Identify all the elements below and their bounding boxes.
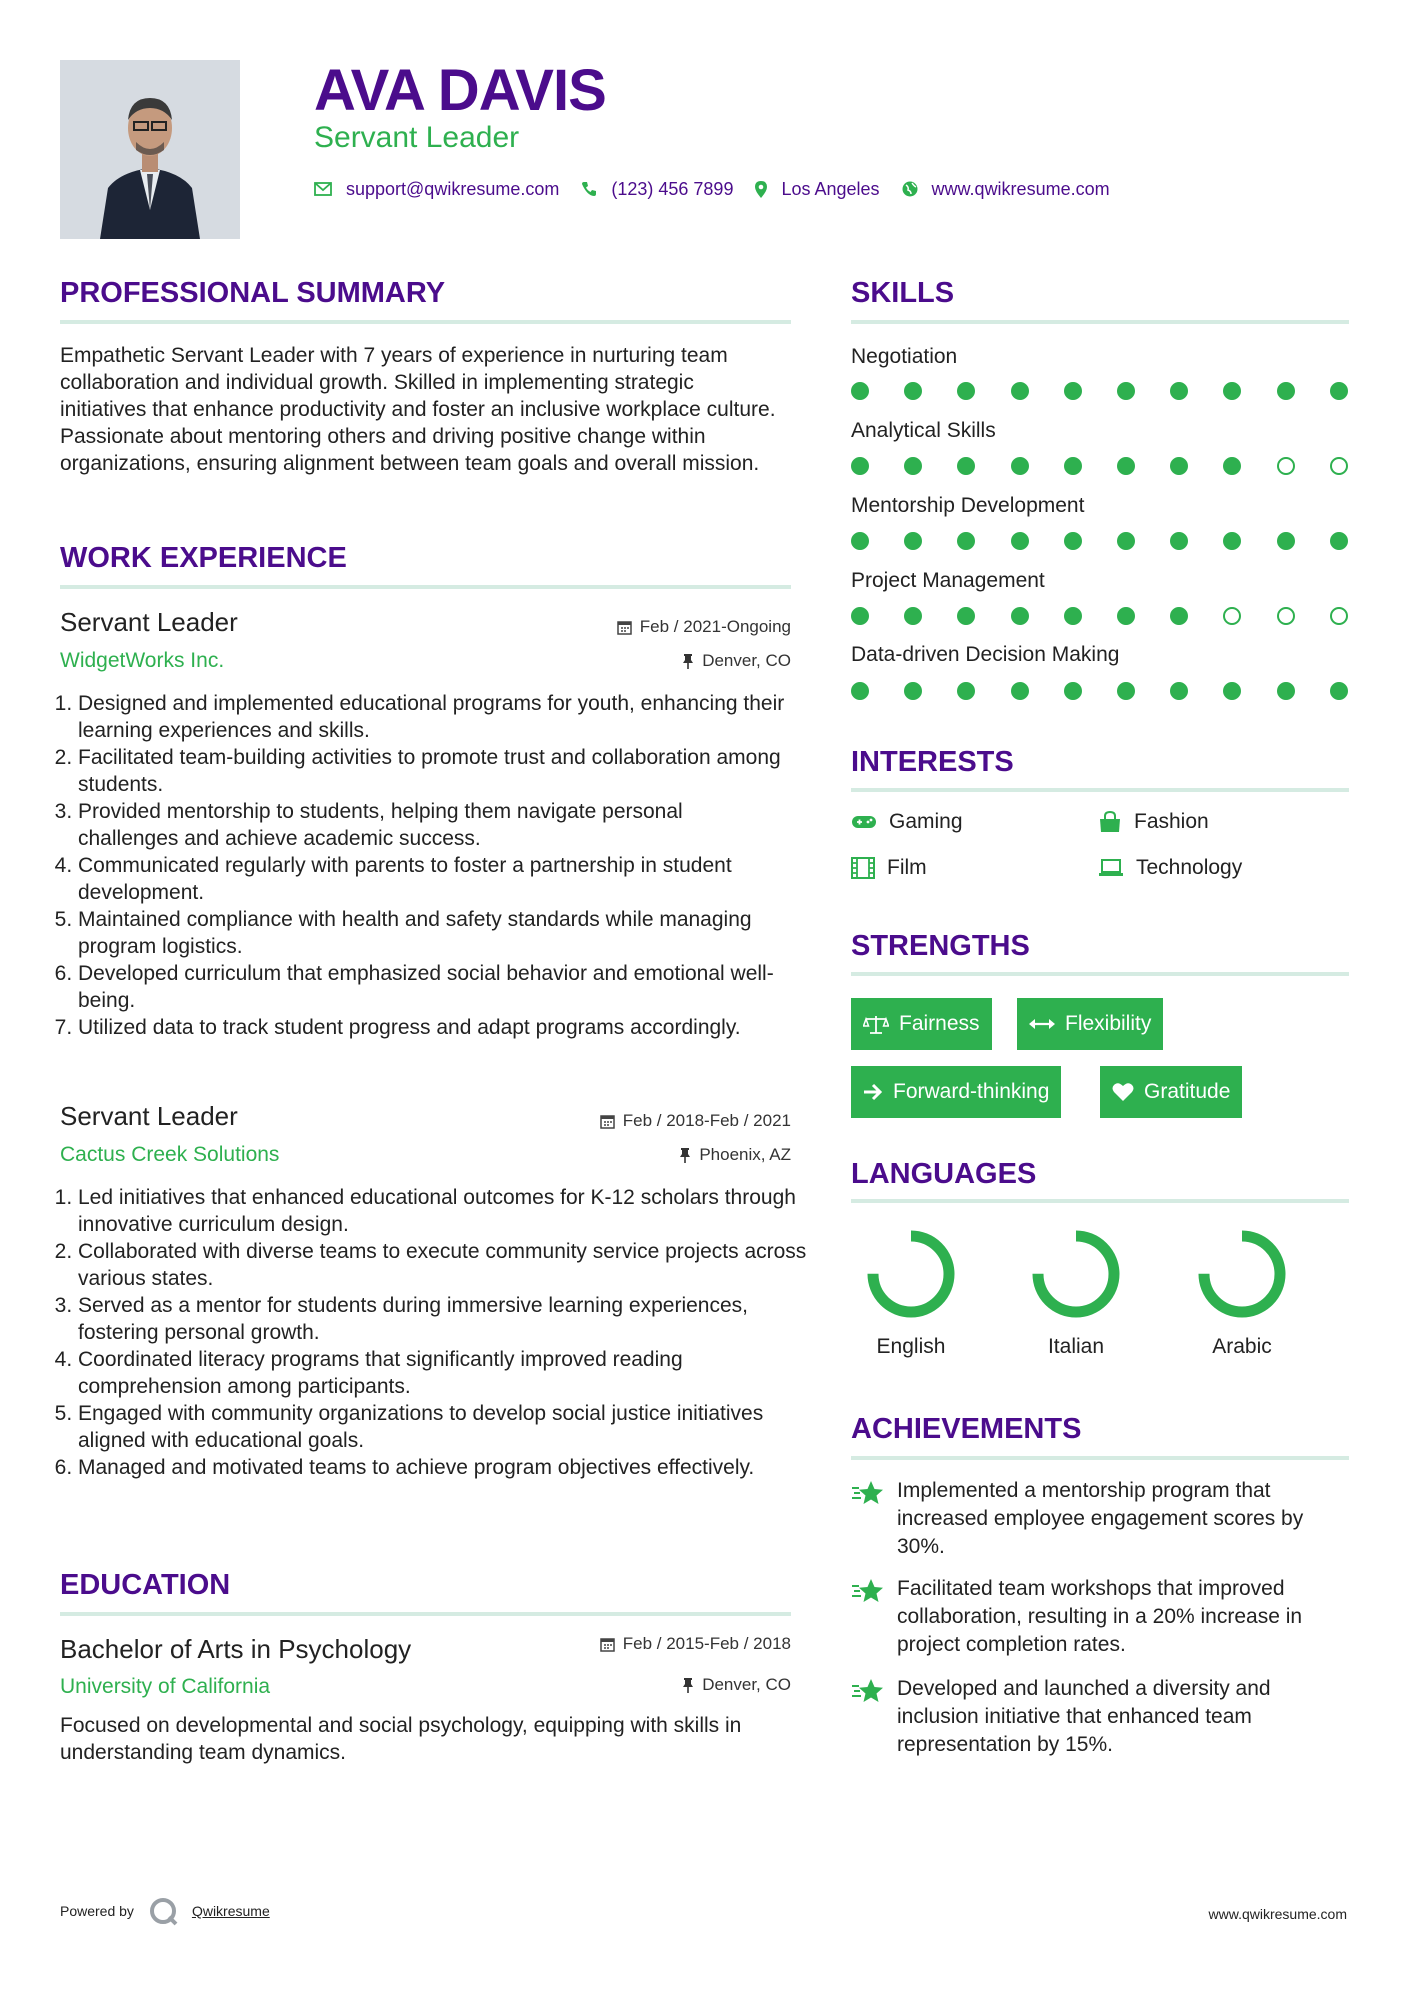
skill-dot (1170, 382, 1188, 400)
map-pin-icon (755, 181, 767, 198)
star-achievement-icon (851, 1479, 885, 1507)
job-2-title: Servant Leader (60, 1101, 238, 1131)
skill-dot (1223, 382, 1241, 400)
list-item: 7. Utilized data to track student progress and adapt programs accordingly. (78, 1014, 788, 1041)
language-item (1177, 1226, 1307, 1360)
skill-dot (1064, 532, 1082, 550)
contact-location (755, 176, 879, 202)
skill-dot (904, 457, 922, 475)
list-item: 2. Collaborated with diverse teams to execute community service projects across various states. (78, 1238, 808, 1292)
job-1-location (682, 650, 791, 672)
thumbtack-icon (682, 654, 694, 669)
achievement-text: Facilitated team workshops that improved collaboration, resulting in a 20% increase in project completion rates. (897, 1577, 1303, 1656)
skill-dot (1277, 382, 1295, 400)
list-item: 4. Communicated regularly with parents to foster a partnership in student development. (78, 852, 788, 906)
language-progress-arc (1038, 1236, 1114, 1312)
candidate-role: Servant Leader (314, 121, 520, 154)
languages-divider (851, 1199, 1349, 1203)
contact-website[interactable] (902, 176, 1110, 202)
interest-label: Technology (1136, 856, 1243, 879)
language-item (846, 1226, 976, 1360)
job-2-dates-text: Feb / 2018-Feb / 2021 (622, 1111, 791, 1130)
skill-dot (1011, 382, 1029, 400)
skill-dot (904, 607, 922, 625)
job-2-location (679, 1144, 791, 1166)
skill-dot (851, 382, 869, 400)
skill-dot (851, 682, 869, 700)
education-dates (600, 1633, 791, 1655)
languages-heading: LANGUAGES (851, 1158, 1037, 1190)
skill-dot (1330, 682, 1348, 700)
thumbtack-icon (682, 1678, 694, 1693)
skill-dot (1277, 682, 1295, 700)
job-1-company: WidgetWorks Inc. (60, 649, 225, 672)
interests-divider (851, 788, 1349, 792)
person-avatar-icon (60, 60, 240, 239)
skill-dot (904, 682, 922, 700)
footer-site[interactable]: www.qwikresume.com (1208, 1906, 1347, 1922)
skill-dot (1064, 382, 1082, 400)
skill-dot (1277, 457, 1295, 475)
education-text: Focused on developmental and social psychology, equipping with skills in understanding team dynamics. (60, 1714, 742, 1764)
heart-icon (1112, 1082, 1134, 1102)
job-2-location-text: Phoenix, AZ (699, 1145, 791, 1164)
skill-rating (851, 681, 1350, 701)
powered-by-text: Powered by (60, 1903, 134, 1919)
skill-dot (1117, 382, 1135, 400)
skill-dot (1011, 682, 1029, 700)
skill-dot (1064, 682, 1082, 700)
skill-dot (1330, 457, 1348, 475)
achievement-item (851, 1575, 1351, 1659)
summary-text: Empathetic Servant Leader with 7 years of experience in nurturing team collaboration and individual growth. Skilled in implementing strategic initiatives that enhance productivity and foster an inclusive workplace culture. Passionate about mentoring others and driving positive change within organizations, ensuring alignment between team goals and overall mission. (60, 344, 776, 475)
interest-technology (1098, 855, 1242, 881)
skill-dot (1170, 607, 1188, 625)
job-1-dates-text: Feb / 2021-Ongoing (639, 617, 791, 636)
education-school: University of California (60, 1675, 271, 1698)
summary-heading: PROFESSIONAL SUMMARY (60, 277, 446, 309)
skill-dot (1277, 532, 1295, 550)
skill-dot (1011, 532, 1029, 550)
skill-dot (904, 382, 922, 400)
location-text: Los Angeles (781, 179, 880, 199)
phone-icon (581, 181, 597, 197)
list-item: 5. Maintained compliance with health and safety standards while managing program logistics. (78, 906, 788, 960)
achievements-heading: ACHIEVEMENTS (851, 1413, 1082, 1445)
shopping-bag-icon (1098, 811, 1122, 833)
skill-dot (1011, 457, 1029, 475)
skill-dot (904, 532, 922, 550)
education-heading: EDUCATION (60, 1569, 231, 1601)
skills-heading: SKILLS (851, 277, 955, 309)
skill-dot (1223, 682, 1241, 700)
skill-name: Analytical Skills (851, 419, 996, 442)
skill-dot (1170, 532, 1188, 550)
language-progress-ring (1194, 1226, 1290, 1322)
skill-rating (851, 456, 1350, 476)
language-name: Arabic (1212, 1335, 1272, 1358)
language-item (1011, 1226, 1141, 1360)
list-item: 6. Developed curriculum that emphasized social behavior and emotional well-being. (78, 960, 788, 1014)
qwikresume-logo-icon (148, 1896, 182, 1926)
achievement-text: Implemented a mentorship program that increased employee engagement scores by 30%. (897, 1479, 1304, 1558)
strength-label: Flexibility (1065, 1012, 1152, 1035)
skill-dot (1330, 607, 1348, 625)
skill-dot (1277, 607, 1295, 625)
skill-dot (1223, 607, 1241, 625)
calendar-icon (600, 1114, 615, 1129)
film-icon (851, 857, 875, 879)
strength-tag (1017, 998, 1163, 1050)
skill-rating (851, 531, 1350, 551)
calendar-icon (600, 1637, 615, 1652)
email-text: support@qwikresume.com (346, 179, 560, 199)
experience-heading: WORK EXPERIENCE (60, 542, 347, 574)
skill-dot (851, 532, 869, 550)
list-item: 4. Coordinated literacy programs that significantly improved reading comprehension among participants. (78, 1346, 808, 1400)
job-1-title: Servant Leader (60, 607, 238, 637)
interests-heading: INTERESTS (851, 746, 1014, 778)
list-item: 1. Led initiatives that enhanced educational outcomes for K-12 scholars through innovative curriculum design. (78, 1184, 808, 1238)
interest-gaming (851, 809, 963, 835)
calendar-icon (617, 620, 632, 635)
skill-dot (957, 382, 975, 400)
skills-divider (851, 320, 1349, 324)
brand-link[interactable]: Qwikresume (191, 1903, 270, 1919)
contact-phone[interactable] (581, 176, 733, 202)
language-progress-arc (1204, 1236, 1280, 1312)
experience-divider (60, 585, 791, 589)
job-2-dates (600, 1110, 791, 1132)
skill-dot (1117, 682, 1135, 700)
strength-label: Forward-thinking (893, 1080, 1050, 1103)
skill-dot (957, 457, 975, 475)
skill-dot (851, 607, 869, 625)
job-1-bullets (60, 690, 788, 1041)
thumbtack-icon (679, 1148, 691, 1163)
contact-email[interactable] (314, 176, 559, 202)
interest-film (851, 855, 927, 881)
skill-dot (1117, 607, 1135, 625)
language-name: Italian (1047, 1335, 1105, 1358)
summary-divider (60, 320, 791, 324)
balance-scale-icon (863, 1014, 889, 1034)
skill-name: Mentorship Development (851, 494, 1085, 517)
language-progress-ring (1028, 1226, 1124, 1322)
footer-powered-by (60, 1896, 270, 1926)
job-1-location-text: Denver, CO (702, 651, 791, 670)
skill-dot (1330, 382, 1348, 400)
job-2-company: Cactus Creek Solutions (60, 1143, 280, 1166)
list-item: 2. Facilitated team-building activities to promote trust and collaboration among students. (78, 744, 788, 798)
skill-dot (1170, 682, 1188, 700)
strengths-divider (851, 972, 1349, 976)
skill-dot (1064, 457, 1082, 475)
language-name: English (876, 1335, 946, 1358)
job-1-dates (617, 616, 791, 638)
job-2-bullets (60, 1184, 808, 1481)
skill-dot (1223, 457, 1241, 475)
list-item: 1. Designed and implemented educational programs for youth, enhancing their learning experiences and skills. (78, 690, 788, 744)
skill-dot (1170, 457, 1188, 475)
skill-dot (1117, 532, 1135, 550)
education-divider (60, 1612, 791, 1616)
education-dates-text: Feb / 2015-Feb / 2018 (622, 1634, 791, 1653)
strength-tag (851, 1066, 1061, 1118)
candidate-name: AVA DAVIS (314, 58, 606, 123)
strength-tag (1100, 1066, 1242, 1118)
skill-dot (1330, 532, 1348, 550)
star-achievement-icon (851, 1577, 885, 1605)
arrows-horizontal-icon (1029, 1018, 1055, 1030)
strengths-heading: STRENGTHS (851, 930, 1030, 962)
skill-name: Negotiation (851, 345, 958, 368)
skill-rating (851, 606, 1350, 626)
interest-fashion (1098, 809, 1209, 835)
language-progress-ring (863, 1226, 959, 1322)
laptop-icon (1098, 859, 1124, 877)
profile-photo (60, 60, 240, 239)
gamepad-icon (851, 814, 877, 830)
phone-text: (123) 456 7899 (611, 179, 734, 199)
education-location (682, 1674, 791, 1696)
interest-label: Gaming (889, 810, 963, 833)
skill-dot (1064, 607, 1082, 625)
language-progress-arc (873, 1236, 949, 1312)
list-item: 3. Provided mentorship to students, helping them navigate personal challenges and achieve academic success. (78, 798, 788, 852)
interest-label: Film (887, 856, 927, 879)
arrow-right-icon (863, 1083, 883, 1101)
strength-tag (851, 998, 992, 1050)
skill-dot (1223, 532, 1241, 550)
achievement-item (851, 1675, 1351, 1759)
skill-dot (957, 607, 975, 625)
list-item: 5. Engaged with community organizations to develop social justice initiatives aligned with educational goals. (78, 1400, 808, 1454)
list-item: 6. Managed and motivated teams to achieve program objectives effectively. (78, 1454, 808, 1481)
strength-label: Gratitude (1144, 1080, 1231, 1103)
education-location-text: Denver, CO (702, 1675, 791, 1694)
education-degree: Bachelor of Arts in Psychology (60, 1634, 412, 1664)
achievement-item (851, 1477, 1351, 1561)
achievement-text: Developed and launched a diversity and inclusion initiative that enhanced team representation by 15%. (897, 1677, 1271, 1756)
skill-rating (851, 381, 1350, 401)
globe-icon (902, 181, 918, 197)
skill-dot (1117, 457, 1135, 475)
skill-dot (957, 682, 975, 700)
list-item: 3. Served as a mentor for students during immersive learning experiences, fostering personal growth. (78, 1292, 808, 1346)
skill-dot (1011, 607, 1029, 625)
skill-name: Project Management (851, 569, 1045, 592)
skill-dot (957, 532, 975, 550)
strength-label: Fairness (899, 1012, 980, 1035)
achievements-divider (851, 1456, 1349, 1460)
skill-dot (851, 457, 869, 475)
skill-name: Data-driven Decision Making (851, 643, 1120, 666)
website-text: www.qwikresume.com (931, 179, 1110, 199)
star-achievement-icon (851, 1677, 885, 1705)
envelope-icon (314, 182, 332, 196)
interest-label: Fashion (1134, 810, 1209, 833)
contact-bar (314, 176, 1132, 202)
